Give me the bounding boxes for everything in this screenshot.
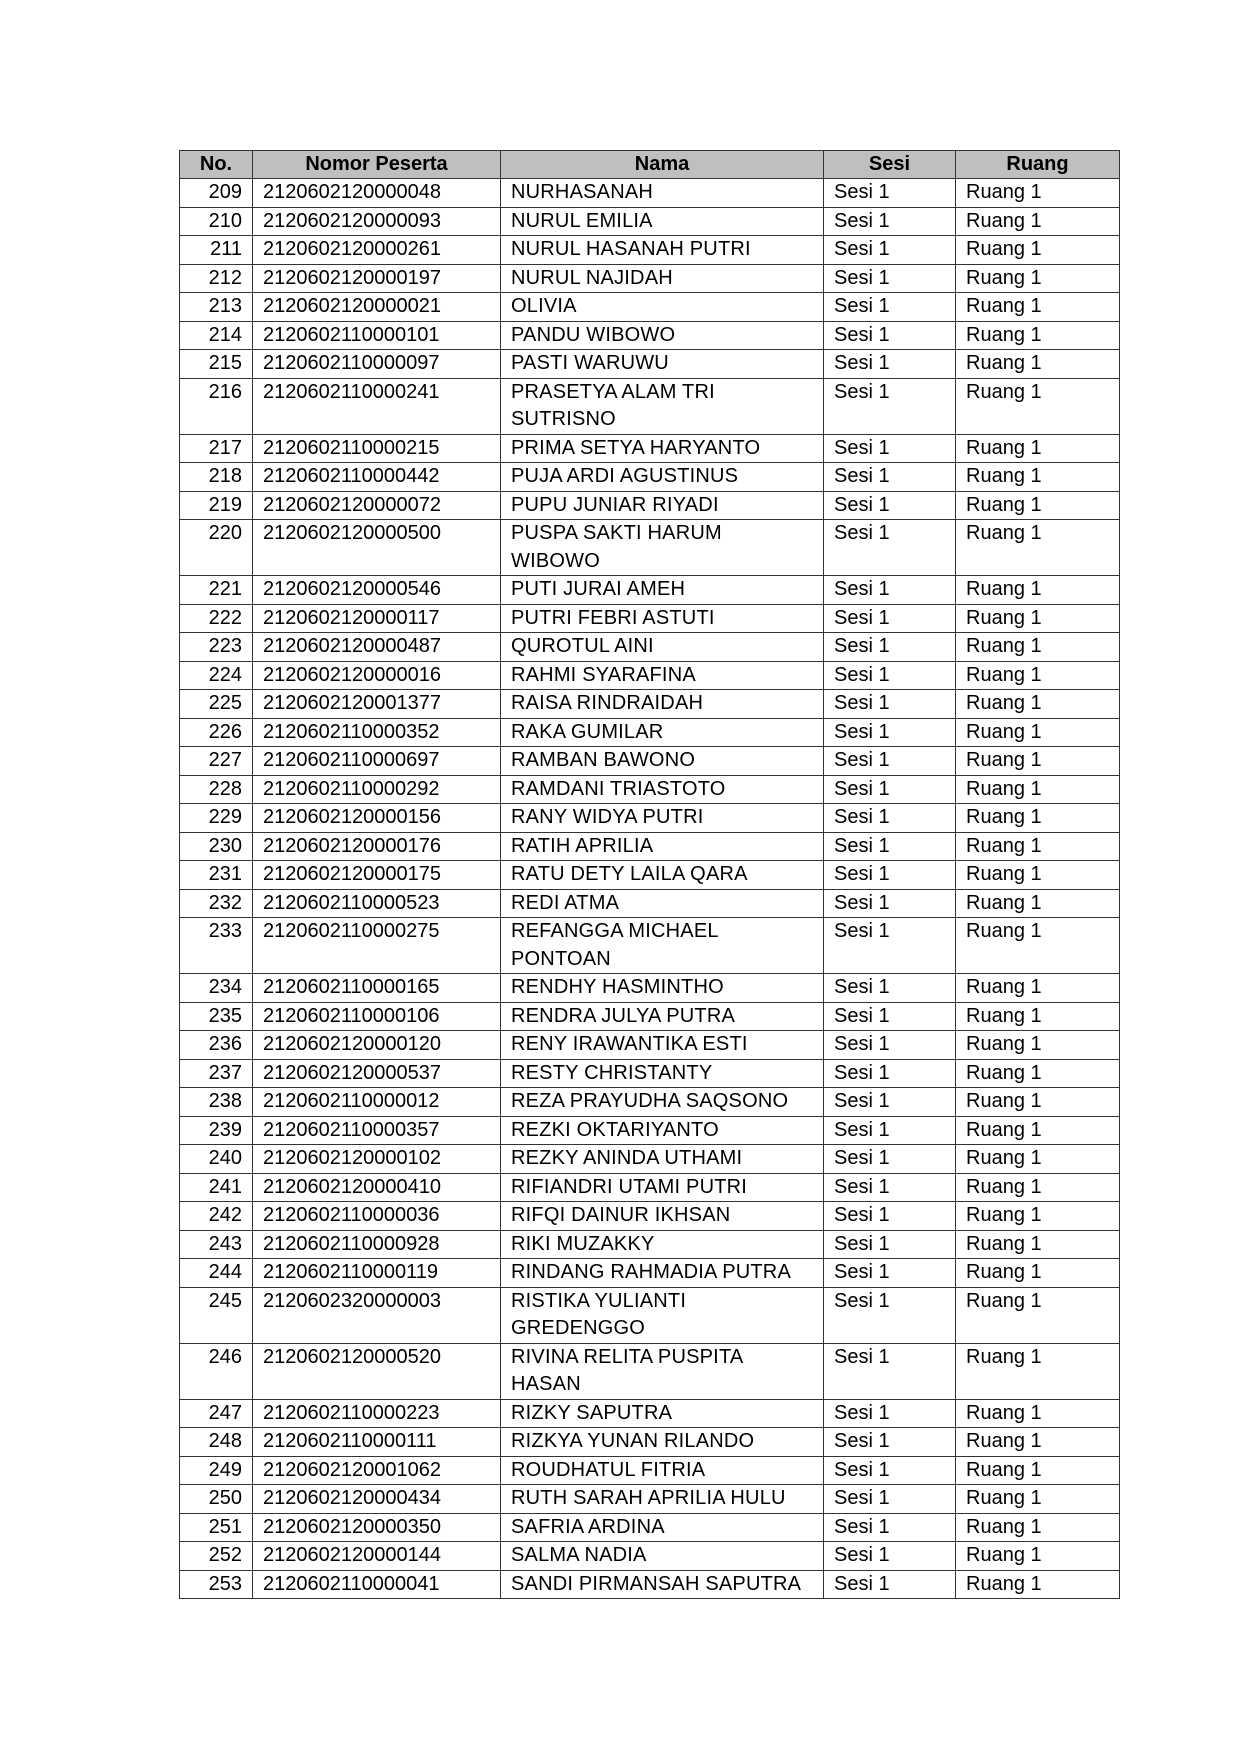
cell-ruang: Ruang 1: [956, 747, 1120, 776]
cell-no: 219: [180, 491, 253, 520]
cell-nama: NURUL EMILIA: [501, 207, 824, 236]
cell-no: 223: [180, 633, 253, 662]
header-sesi: Sesi: [824, 151, 956, 179]
cell-nomor-peserta: 2120602120000500: [253, 520, 501, 576]
cell-nomor-peserta: 2120602120000176: [253, 832, 501, 861]
cell-no: 248: [180, 1428, 253, 1457]
cell-nama: RIFIANDRI UTAMI PUTRI: [501, 1173, 824, 1202]
cell-nomor-peserta: 2120602120000410: [253, 1173, 501, 1202]
cell-no: 243: [180, 1230, 253, 1259]
cell-nomor-peserta: 2120602110000352: [253, 718, 501, 747]
cell-nomor-peserta: 2120602120001377: [253, 690, 501, 719]
cell-nama: SAFRIA ARDINA: [501, 1513, 824, 1542]
cell-ruang: Ruang 1: [956, 378, 1120, 434]
cell-nomor-peserta: 2120602120000520: [253, 1343, 501, 1399]
table-row: [180, 491, 1120, 520]
cell-ruang: Ruang 1: [956, 1145, 1120, 1174]
cell-no: 220: [180, 520, 253, 576]
cell-nomor-peserta: 2120602120000021: [253, 293, 501, 322]
cell-nomor-peserta: 2120602110000928: [253, 1230, 501, 1259]
cell-ruang: Ruang 1: [956, 1173, 1120, 1202]
cell-nomor-peserta: 2120602320000003: [253, 1287, 501, 1343]
cell-nomor-peserta: 2120602120000016: [253, 661, 501, 690]
cell-nomor-peserta: 2120602110000036: [253, 1202, 501, 1231]
cell-ruang: Ruang 1: [956, 1343, 1120, 1399]
cell-ruang: Ruang 1: [956, 293, 1120, 322]
cell-nama: RUTH SARAH APRILIA HULU: [501, 1485, 824, 1514]
cell-no: 218: [180, 463, 253, 492]
header-nomor-peserta: Nomor Peserta: [253, 151, 501, 179]
cell-no: 213: [180, 293, 253, 322]
cell-no: 210: [180, 207, 253, 236]
cell-ruang: Ruang 1: [956, 1088, 1120, 1117]
cell-no: 247: [180, 1399, 253, 1428]
cell-nama: RIKI MUZAKKY: [501, 1230, 824, 1259]
table-row: [180, 1513, 1120, 1542]
cell-sesi: Sesi 1: [824, 832, 956, 861]
cell-nomor-peserta: 2120602120000537: [253, 1059, 501, 1088]
table-row: [180, 832, 1120, 861]
cell-nomor-peserta: 2120602120000102: [253, 1145, 501, 1174]
cell-no: 217: [180, 434, 253, 463]
cell-nama: RINDANG RAHMADIA PUTRA: [501, 1259, 824, 1288]
cell-nomor-peserta: 2120602110000041: [253, 1570, 501, 1599]
cell-nomor-peserta: 2120602110000223: [253, 1399, 501, 1428]
cell-nomor-peserta: 2120602110000357: [253, 1116, 501, 1145]
participants-table: [179, 150, 1120, 1599]
cell-nomor-peserta: 2120602110000275: [253, 918, 501, 974]
table-row: [180, 1173, 1120, 1202]
cell-no: 229: [180, 804, 253, 833]
table-row: [180, 1428, 1120, 1457]
cell-sesi: Sesi 1: [824, 1059, 956, 1088]
cell-nomor-peserta: 2120602120000156: [253, 804, 501, 833]
cell-sesi: Sesi 1: [824, 804, 956, 833]
cell-nomor-peserta: 2120602110000097: [253, 350, 501, 379]
cell-ruang: Ruang 1: [956, 804, 1120, 833]
cell-ruang: Ruang 1: [956, 1202, 1120, 1231]
table-row: [180, 861, 1120, 890]
cell-ruang: Ruang 1: [956, 1456, 1120, 1485]
table-row: [180, 179, 1120, 208]
cell-nama: RAMDANI TRIASTOTO: [501, 775, 824, 804]
table-row: [180, 1116, 1120, 1145]
table-row: [180, 690, 1120, 719]
cell-sesi: Sesi 1: [824, 747, 956, 776]
cell-ruang: Ruang 1: [956, 775, 1120, 804]
cell-nomor-peserta: 2120602120000434: [253, 1485, 501, 1514]
table-row: [180, 434, 1120, 463]
cell-nama: SALMA NADIA: [501, 1542, 824, 1571]
table-row: [180, 747, 1120, 776]
cell-ruang: Ruang 1: [956, 1287, 1120, 1343]
cell-nama: NURUL NAJIDAH: [501, 264, 824, 293]
table-row: [180, 804, 1120, 833]
table-row: [180, 718, 1120, 747]
cell-nomor-peserta: 2120602120000144: [253, 1542, 501, 1571]
table-body: [180, 179, 1120, 1599]
cell-nama: PUJA ARDI AGUSTINUS: [501, 463, 824, 492]
cell-nomor-peserta: 2120602110000292: [253, 775, 501, 804]
cell-nama: PASTI WARUWU: [501, 350, 824, 379]
cell-ruang: Ruang 1: [956, 321, 1120, 350]
cell-sesi: Sesi 1: [824, 1002, 956, 1031]
cell-nama: PRASETYA ALAM TRI SUTRISNO: [501, 378, 824, 434]
cell-nomor-peserta: 2120602120000072: [253, 491, 501, 520]
cell-nama: PANDU WIBOWO: [501, 321, 824, 350]
cell-sesi: Sesi 1: [824, 434, 956, 463]
cell-nama: RESTY CHRISTANTY: [501, 1059, 824, 1088]
cell-sesi: Sesi 1: [824, 350, 956, 379]
cell-ruang: Ruang 1: [956, 463, 1120, 492]
cell-nomor-peserta: 2120602110000523: [253, 889, 501, 918]
cell-sesi: Sesi 1: [824, 378, 956, 434]
cell-nomor-peserta: 2120602110000215: [253, 434, 501, 463]
cell-sesi: Sesi 1: [824, 520, 956, 576]
cell-no: 233: [180, 918, 253, 974]
cell-sesi: Sesi 1: [824, 604, 956, 633]
cell-nama: RENY IRAWANTIKA ESTI: [501, 1031, 824, 1060]
cell-nama: RATIH APRILIA: [501, 832, 824, 861]
cell-nomor-peserta: 2120602120000197: [253, 264, 501, 293]
cell-nomor-peserta: 2120602120000546: [253, 576, 501, 605]
cell-sesi: Sesi 1: [824, 491, 956, 520]
cell-nama: OLIVIA: [501, 293, 824, 322]
cell-ruang: Ruang 1: [956, 1485, 1120, 1514]
cell-nama: RIZKYA YUNAN RILANDO: [501, 1428, 824, 1457]
cell-sesi: Sesi 1: [824, 207, 956, 236]
table-row: [180, 661, 1120, 690]
cell-no: 250: [180, 1485, 253, 1514]
cell-sesi: Sesi 1: [824, 1485, 956, 1514]
cell-nama: RIFQI DAINUR IKHSAN: [501, 1202, 824, 1231]
cell-ruang: Ruang 1: [956, 1542, 1120, 1571]
table-row: [180, 1145, 1120, 1174]
cell-nomor-peserta: 2120602120000117: [253, 604, 501, 633]
table-row: [180, 633, 1120, 662]
table-row: [180, 463, 1120, 492]
cell-sesi: Sesi 1: [824, 690, 956, 719]
cell-no: 244: [180, 1259, 253, 1288]
table-row: [180, 1456, 1120, 1485]
table-row: [180, 1002, 1120, 1031]
cell-no: 209: [180, 179, 253, 208]
cell-nomor-peserta: 2120602110000101: [253, 321, 501, 350]
table-row: [180, 775, 1120, 804]
cell-no: 228: [180, 775, 253, 804]
cell-nama: PUTI JURAI AMEH: [501, 576, 824, 605]
cell-no: 222: [180, 604, 253, 633]
cell-ruang: Ruang 1: [956, 1230, 1120, 1259]
cell-ruang: Ruang 1: [956, 1259, 1120, 1288]
table-row: [180, 236, 1120, 265]
cell-nama: QUROTUL AINI: [501, 633, 824, 662]
header-nama: Nama: [501, 151, 824, 179]
table-row: [180, 1088, 1120, 1117]
table-row: [180, 1542, 1120, 1571]
table-row: [180, 1230, 1120, 1259]
header-ruang: Ruang: [956, 151, 1120, 179]
cell-no: 242: [180, 1202, 253, 1231]
cell-ruang: Ruang 1: [956, 661, 1120, 690]
cell-ruang: Ruang 1: [956, 633, 1120, 662]
cell-no: 237: [180, 1059, 253, 1088]
table-row: [180, 1570, 1120, 1599]
cell-ruang: Ruang 1: [956, 1428, 1120, 1457]
cell-nomor-peserta: 2120602110000012: [253, 1088, 501, 1117]
cell-sesi: Sesi 1: [824, 861, 956, 890]
cell-sesi: Sesi 1: [824, 775, 956, 804]
cell-no: 215: [180, 350, 253, 379]
cell-no: 234: [180, 974, 253, 1003]
cell-ruang: Ruang 1: [956, 520, 1120, 576]
cell-nama: SANDI PIRMANSAH SAPUTRA: [501, 1570, 824, 1599]
cell-sesi: Sesi 1: [824, 889, 956, 918]
cell-sesi: Sesi 1: [824, 293, 956, 322]
cell-nama: ROUDHATUL FITRIA: [501, 1456, 824, 1485]
cell-no: 230: [180, 832, 253, 861]
cell-nomor-peserta: 2120602110000697: [253, 747, 501, 776]
table-row: [180, 293, 1120, 322]
cell-nama: RENDRA JULYA PUTRA: [501, 1002, 824, 1031]
cell-no: 253: [180, 1570, 253, 1599]
cell-nama: NURHASANAH: [501, 179, 824, 208]
cell-sesi: Sesi 1: [824, 1259, 956, 1288]
cell-nama: RAKA GUMILAR: [501, 718, 824, 747]
cell-nama: PUPU JUNIAR RIYADI: [501, 491, 824, 520]
cell-nama: RANY WIDYA PUTRI: [501, 804, 824, 833]
cell-ruang: Ruang 1: [956, 350, 1120, 379]
cell-ruang: Ruang 1: [956, 1116, 1120, 1145]
cell-nama: PUTRI FEBRI ASTUTI: [501, 604, 824, 633]
cell-sesi: Sesi 1: [824, 179, 956, 208]
table-row: [180, 1059, 1120, 1088]
cell-sesi: Sesi 1: [824, 661, 956, 690]
cell-nama: REDI ATMA: [501, 889, 824, 918]
table-row: [180, 321, 1120, 350]
table-row: [180, 1259, 1120, 1288]
cell-ruang: Ruang 1: [956, 434, 1120, 463]
table-row: [180, 1287, 1120, 1343]
cell-nomor-peserta: 2120602120000261: [253, 236, 501, 265]
cell-nama: RAISA RINDRAIDAH: [501, 690, 824, 719]
cell-no: 251: [180, 1513, 253, 1542]
cell-ruang: Ruang 1: [956, 1570, 1120, 1599]
table-row: [180, 604, 1120, 633]
cell-nomor-peserta: 2120602110000442: [253, 463, 501, 492]
cell-ruang: Ruang 1: [956, 718, 1120, 747]
cell-sesi: Sesi 1: [824, 264, 956, 293]
cell-no: 240: [180, 1145, 253, 1174]
cell-no: 212: [180, 264, 253, 293]
cell-sesi: Sesi 1: [824, 1145, 956, 1174]
cell-no: 252: [180, 1542, 253, 1571]
table-row: [180, 889, 1120, 918]
cell-no: 226: [180, 718, 253, 747]
cell-nama: REZKI OKTARIYANTO: [501, 1116, 824, 1145]
cell-no: 221: [180, 576, 253, 605]
cell-nomor-peserta: 2120602110000111: [253, 1428, 501, 1457]
cell-no: 224: [180, 661, 253, 690]
cell-sesi: Sesi 1: [824, 321, 956, 350]
cell-sesi: Sesi 1: [824, 1287, 956, 1343]
cell-no: 216: [180, 378, 253, 434]
cell-no: 231: [180, 861, 253, 890]
header-no: No.: [180, 151, 253, 179]
cell-ruang: Ruang 1: [956, 236, 1120, 265]
cell-nomor-peserta: 2120602120000487: [253, 633, 501, 662]
cell-nama: REFANGGA MICHAEL PONTOAN: [501, 918, 824, 974]
cell-ruang: Ruang 1: [956, 918, 1120, 974]
cell-sesi: Sesi 1: [824, 918, 956, 974]
cell-nomor-peserta: 2120602120000120: [253, 1031, 501, 1060]
cell-ruang: Ruang 1: [956, 207, 1120, 236]
cell-ruang: Ruang 1: [956, 974, 1120, 1003]
cell-nomor-peserta: 2120602120000048: [253, 179, 501, 208]
table-row: [180, 1343, 1120, 1399]
cell-nomor-peserta: 2120602110000119: [253, 1259, 501, 1288]
cell-nomor-peserta: 2120602120000350: [253, 1513, 501, 1542]
cell-sesi: Sesi 1: [824, 1116, 956, 1145]
cell-sesi: Sesi 1: [824, 1399, 956, 1428]
cell-sesi: Sesi 1: [824, 463, 956, 492]
cell-nama: RIZKY SAPUTRA: [501, 1399, 824, 1428]
cell-no: 227: [180, 747, 253, 776]
cell-sesi: Sesi 1: [824, 236, 956, 265]
cell-nomor-peserta: 2120602120001062: [253, 1456, 501, 1485]
cell-ruang: Ruang 1: [956, 1002, 1120, 1031]
cell-nama: RIVINA RELITA PUSPITA HASAN: [501, 1343, 824, 1399]
cell-nomor-peserta: 2120602110000241: [253, 378, 501, 434]
cell-nama: RENDHY HASMINTHO: [501, 974, 824, 1003]
cell-ruang: Ruang 1: [956, 179, 1120, 208]
cell-nomor-peserta: 2120602110000165: [253, 974, 501, 1003]
table-row: [180, 1202, 1120, 1231]
cell-nama: REZKY ANINDA UTHAMI: [501, 1145, 824, 1174]
cell-ruang: Ruang 1: [956, 861, 1120, 890]
cell-ruang: Ruang 1: [956, 1513, 1120, 1542]
cell-no: 246: [180, 1343, 253, 1399]
table-row: [180, 1485, 1120, 1514]
cell-sesi: Sesi 1: [824, 1173, 956, 1202]
table-row: [180, 264, 1120, 293]
cell-sesi: Sesi 1: [824, 1230, 956, 1259]
table-row: [180, 576, 1120, 605]
cell-no: 241: [180, 1173, 253, 1202]
cell-ruang: Ruang 1: [956, 604, 1120, 633]
cell-nama: RAHMI SYARAFINA: [501, 661, 824, 690]
cell-no: 236: [180, 1031, 253, 1060]
cell-nama: NURUL HASANAH PUTRI: [501, 236, 824, 265]
cell-no: 211: [180, 236, 253, 265]
cell-no: 239: [180, 1116, 253, 1145]
table-row: [180, 378, 1120, 434]
cell-nomor-peserta: 2120602120000093: [253, 207, 501, 236]
cell-ruang: Ruang 1: [956, 1059, 1120, 1088]
cell-ruang: Ruang 1: [956, 491, 1120, 520]
table-row: [180, 520, 1120, 576]
cell-nama: REZA PRAYUDHA SAQSONO: [501, 1088, 824, 1117]
cell-ruang: Ruang 1: [956, 832, 1120, 861]
cell-sesi: Sesi 1: [824, 1456, 956, 1485]
table-row: [180, 974, 1120, 1003]
cell-nama: PRIMA SETYA HARYANTO: [501, 434, 824, 463]
cell-nama: RISTIKA YULIANTI GREDENGGO: [501, 1287, 824, 1343]
cell-sesi: Sesi 1: [824, 1570, 956, 1599]
cell-sesi: Sesi 1: [824, 974, 956, 1003]
cell-sesi: Sesi 1: [824, 576, 956, 605]
table-row: [180, 1399, 1120, 1428]
cell-sesi: Sesi 1: [824, 1513, 956, 1542]
cell-sesi: Sesi 1: [824, 1202, 956, 1231]
cell-sesi: Sesi 1: [824, 1542, 956, 1571]
cell-no: 232: [180, 889, 253, 918]
cell-ruang: Ruang 1: [956, 889, 1120, 918]
cell-ruang: Ruang 1: [956, 1399, 1120, 1428]
cell-nama: RAMBAN BAWONO: [501, 747, 824, 776]
cell-nomor-peserta: 2120602120000175: [253, 861, 501, 890]
cell-ruang: Ruang 1: [956, 264, 1120, 293]
cell-sesi: Sesi 1: [824, 718, 956, 747]
cell-nama: RATU DETY LAILA QARA: [501, 861, 824, 890]
cell-nomor-peserta: 2120602110000106: [253, 1002, 501, 1031]
cell-sesi: Sesi 1: [824, 1343, 956, 1399]
cell-no: 238: [180, 1088, 253, 1117]
cell-sesi: Sesi 1: [824, 633, 956, 662]
cell-no: 235: [180, 1002, 253, 1031]
cell-nama: PUSPA SAKTI HARUM WIBOWO: [501, 520, 824, 576]
cell-ruang: Ruang 1: [956, 576, 1120, 605]
table-row: [180, 207, 1120, 236]
cell-sesi: Sesi 1: [824, 1031, 956, 1060]
cell-ruang: Ruang 1: [956, 690, 1120, 719]
cell-sesi: Sesi 1: [824, 1428, 956, 1457]
table-row: [180, 1031, 1120, 1060]
cell-no: 249: [180, 1456, 253, 1485]
cell-ruang: Ruang 1: [956, 1031, 1120, 1060]
cell-sesi: Sesi 1: [824, 1088, 956, 1117]
cell-no: 245: [180, 1287, 253, 1343]
cell-no: 225: [180, 690, 253, 719]
cell-no: 214: [180, 321, 253, 350]
table-row: [180, 918, 1120, 974]
header-row: [180, 151, 1120, 179]
table-row: [180, 350, 1120, 379]
table-header: [180, 151, 1120, 179]
